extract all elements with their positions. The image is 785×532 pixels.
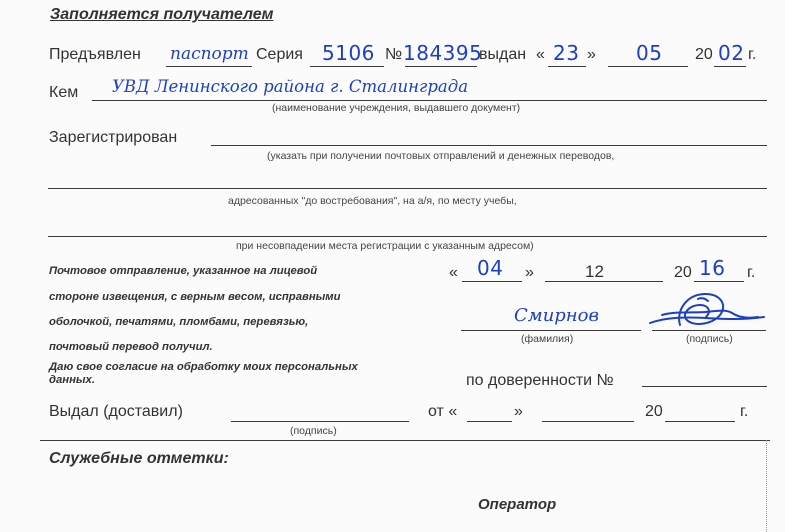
- recipient-signature[interactable]: [646, 287, 770, 335]
- issued-close-quote: »: [587, 46, 596, 63]
- operator-label: Оператор: [478, 496, 557, 513]
- issued-by-year-abbr: г.: [740, 403, 749, 420]
- registration-hint-1: (указать при получении почтовых отправлений и денежных переводов,: [267, 150, 615, 162]
- issuer-hint: (наименование учреждения, выдавшего документ): [272, 102, 521, 114]
- issued-by-from-label: от «: [428, 403, 458, 420]
- receipt-open-quote: «: [449, 264, 458, 281]
- issued-month-line: [608, 66, 688, 67]
- receipt-year-field[interactable]: 16: [699, 256, 726, 280]
- perforation-edge: [766, 440, 785, 532]
- doc-type-field[interactable]: паспорт: [170, 44, 249, 64]
- receipt-month-value: 12: [585, 262, 604, 281]
- issued-by-signature-line[interactable]: [231, 421, 409, 422]
- issuer-label: Кем: [49, 84, 79, 101]
- issuer-line: [92, 100, 767, 101]
- issued-by-day-line[interactable]: [467, 421, 512, 422]
- proxy-number-line[interactable]: [642, 386, 767, 387]
- issued-month-field[interactable]: 05: [636, 41, 663, 65]
- issued-by-close-quote: »: [514, 403, 523, 420]
- receipt-text-4: почтовый перевод получил.: [49, 341, 213, 353]
- issued-day-field[interactable]: 23: [553, 41, 580, 65]
- number-label: №: [385, 46, 403, 63]
- issued-by-month-line[interactable]: [542, 421, 634, 422]
- issued-year-line: [714, 66, 746, 67]
- number-line: [405, 66, 477, 67]
- registration-line-2: [48, 188, 767, 189]
- issuer-field[interactable]: УВД Ленинского района г. Сталинграда: [112, 77, 469, 96]
- registration-hint-2: адресованных "до востребования", на а/я, по месту учебы,: [228, 195, 517, 207]
- number-field[interactable]: 184395: [403, 41, 483, 65]
- receipt-text-3: оболочкой, печатями, пломбами, перевязью,: [49, 316, 309, 328]
- series-line: [310, 66, 384, 67]
- issued-by-label: Выдал (доставил): [49, 403, 183, 420]
- receipt-year-prefix: 20: [674, 264, 692, 281]
- consent-text-1: Даю свое согласие на обработку моих персональных: [49, 361, 358, 373]
- issued-year-prefix: 20: [695, 46, 713, 63]
- signature-hint: (подпись): [686, 333, 733, 345]
- surname-hint: (фамилия): [521, 333, 574, 345]
- registration-hint-3: при несовпадении места регистрации с указанным адресом): [236, 240, 534, 252]
- issued-by-year-line[interactable]: [665, 421, 735, 422]
- registration-line-1: [211, 145, 767, 146]
- issued-year-abbr: г.: [748, 46, 757, 63]
- issued-by-year-prefix: 20: [645, 403, 663, 420]
- issued-open-quote: «: [536, 46, 545, 63]
- proxy-label: по доверенности №: [466, 372, 614, 389]
- receipt-year-line: [694, 281, 744, 282]
- surname-line: [461, 330, 641, 331]
- receipt-day-line: [462, 281, 522, 282]
- service-divider: [40, 440, 770, 441]
- registration-label: Зарегистрирован: [49, 129, 178, 146]
- issued-label: выдан: [479, 46, 527, 63]
- presented-label: Предъявлен: [49, 46, 141, 63]
- series-field[interactable]: 5106: [322, 41, 375, 65]
- issued-year-field[interactable]: 02: [718, 41, 745, 65]
- service-label: Служебные отметки:: [49, 450, 229, 467]
- form-heading: Заполняется получателем: [50, 6, 274, 23]
- series-label: Серия: [256, 46, 303, 63]
- receipt-text-2: стороне извещения, с верным весом, исправными: [49, 291, 341, 303]
- consent-text-2: данных.: [49, 374, 95, 386]
- issued-day-line: [548, 66, 586, 67]
- doc-type-line: [166, 66, 252, 67]
- receipt-year-abbr: г.: [747, 264, 756, 281]
- receipt-month-line: [545, 281, 663, 282]
- receipt-day-field[interactable]: 04: [477, 256, 504, 280]
- issued-by-signature-hint: (подпись): [290, 425, 337, 437]
- surname-field[interactable]: Смирнов: [514, 305, 599, 326]
- receipt-close-quote: »: [525, 264, 534, 281]
- receipt-text-1: Почтовое отправление, указанное на лицевой: [49, 265, 318, 277]
- registration-line-3: [48, 236, 767, 237]
